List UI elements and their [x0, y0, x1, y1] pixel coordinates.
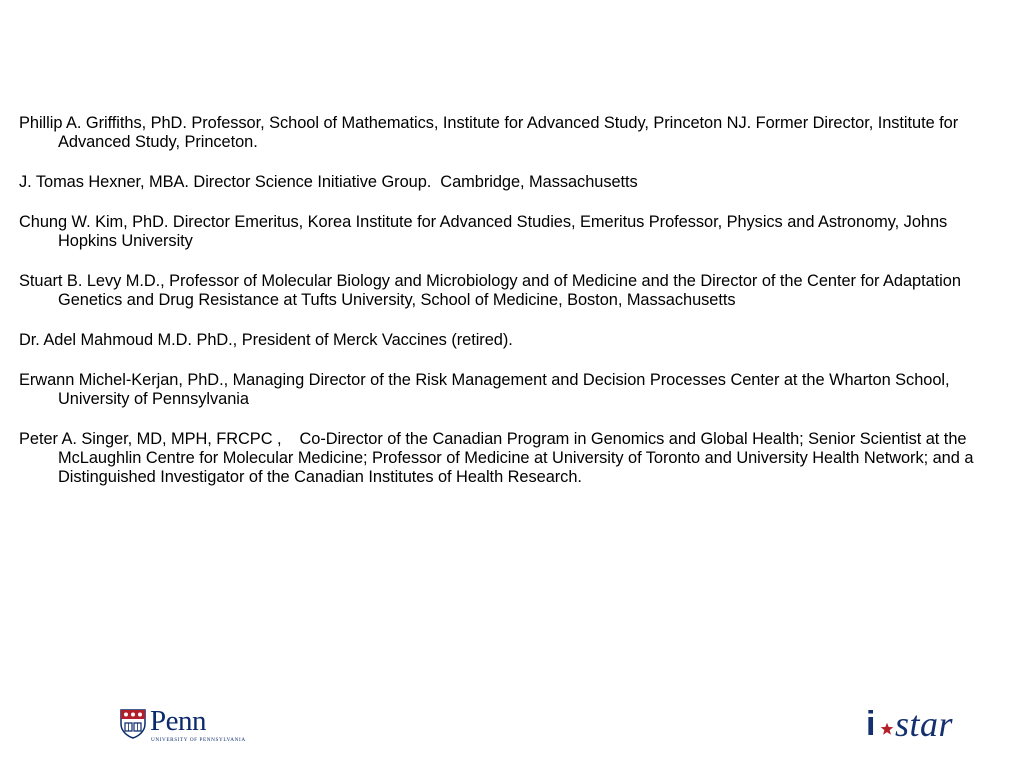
istar-prefix: i — [866, 705, 876, 743]
penn-wordmark: Penn — [150, 705, 206, 737]
istar-wordmark: star — [895, 704, 954, 744]
advisors-list — [19, 114, 1009, 508]
advisor-entry-kim: Chung W. Kim, PhD. Director Emeritus, Korea Institute for Advanced Studies, Emeritus Professor, Physics and Astronomy, Johns Hopkins University — [19, 213, 952, 250]
star-icon — [880, 722, 894, 736]
advisor-entry-singer: Peter A. Singer, MD, MPH, FRCPC , Co-Director of the Canadian Program in Genomics and Global Health; Senior Scientist at the McLaughlin Centre for Molecular Medicine; Professor of Medicine at University of Toronto and University Health Network; and a Distinguished Investigator of the Canadian Institutes of Health Research. — [19, 430, 978, 486]
advisor-entry-griffiths: Phillip A. Griffiths, PhD. Professor, School of Mathematics, Institute for Advanced Study, Princeton NJ. Former Director, Institute for Advanced Study, Princeton. — [19, 114, 962, 151]
advisor-entry-levy: Stuart B. Levy M.D., Professor of Molecular Biology and Microbiology and of Medicine and the Director of the Center for Adaptation Genetics and Drug Resistance at Tufts University, School of Medicine, Boston, Massachusetts — [19, 272, 966, 309]
penn-shield-icon — [120, 709, 146, 739]
istar-logo — [866, 704, 978, 748]
advisor-entry-mahmoud: Dr. Adel Mahmoud M.D. PhD., President of Merck Vaccines (retired). — [19, 331, 513, 349]
penn-logo — [120, 705, 246, 745]
penn-subtitle: UNIVERSITY OF PENNSYLVANIA — [151, 737, 246, 743]
advisor-entry-hexner: J. Tomas Hexner, MBA. Director Science Initiative Group. Cambridge, Massachusetts — [19, 173, 638, 191]
advisor-entry-michel-kerjan: Erwann Michel-Kerjan, PhD., Managing Director of the Risk Management and Decision Processes Center at the Wharton School, University of Pennsylvania — [19, 371, 954, 408]
